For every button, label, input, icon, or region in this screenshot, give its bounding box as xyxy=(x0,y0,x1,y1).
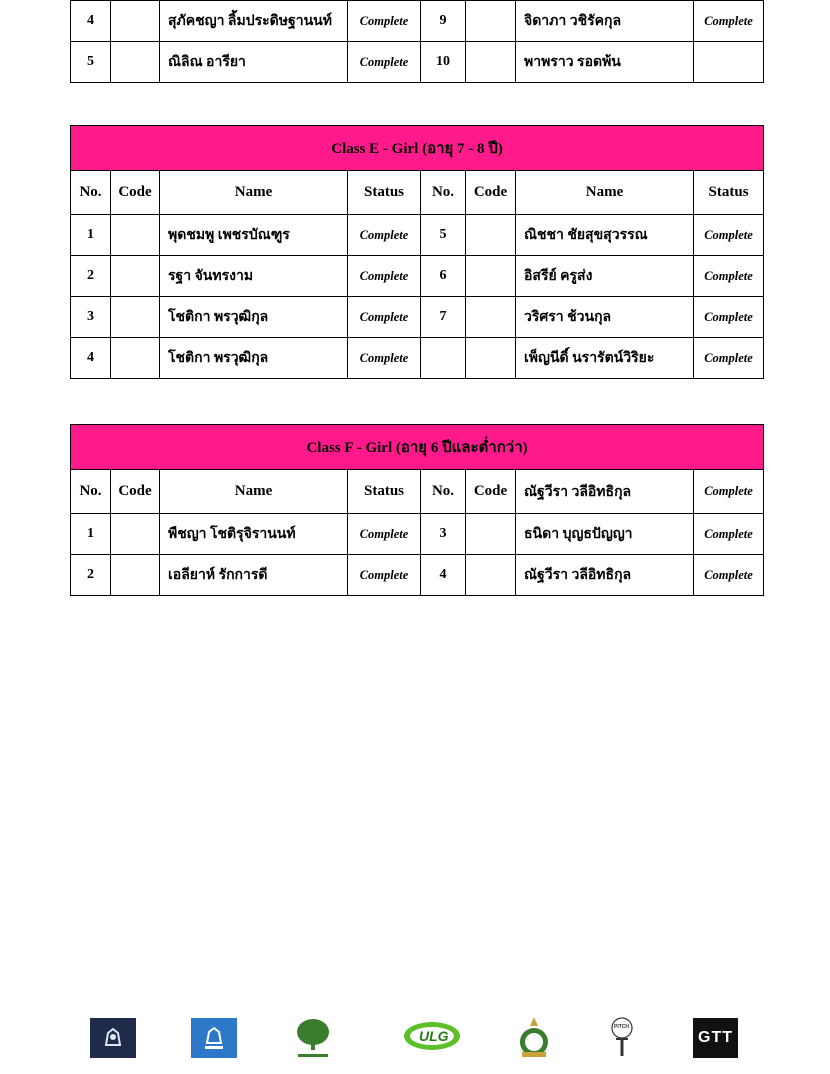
player-code xyxy=(111,555,160,596)
ulg-logo xyxy=(402,1018,462,1058)
player-no: 3 xyxy=(71,297,111,338)
col-code-header: Code xyxy=(111,171,160,215)
player-code xyxy=(466,215,516,256)
player-name: โชติกา พรวุฒิกุล xyxy=(160,297,348,338)
player-no: 10 xyxy=(421,42,466,83)
class-f-table xyxy=(70,424,764,596)
player-no: 4 xyxy=(421,555,466,596)
player-name: พืชญา โชติรุจิรานนท์ xyxy=(160,514,348,555)
player-name: เอลียาห์ รักการดี xyxy=(160,555,348,596)
player-status: Complete xyxy=(694,555,764,596)
player-name: จิดาภา วชิรัคกุล xyxy=(516,1,694,42)
player-no: 1 xyxy=(71,215,111,256)
sponsor-logos xyxy=(0,1014,830,1064)
player-status: Complete xyxy=(694,215,764,256)
player-no: 7 xyxy=(421,297,466,338)
player-status: Complete xyxy=(348,215,421,256)
class-e-title-row xyxy=(71,126,764,171)
col-status-header: Status xyxy=(348,470,421,514)
player-code xyxy=(466,514,516,555)
tree-icon xyxy=(290,1014,336,1062)
table-row xyxy=(71,1,764,42)
player-code xyxy=(466,42,516,83)
player-name: อิสรีย์ ครูส่ง xyxy=(516,256,694,297)
table-row xyxy=(71,42,764,83)
col-name-header: Name xyxy=(160,470,348,514)
crest-icon xyxy=(512,1014,556,1062)
class-f-title: Class F - Girl (อายุ 6 ปีและต่ำกว่า) xyxy=(71,425,764,470)
club-crest-logo xyxy=(512,1014,556,1062)
player-name: ณิลิณ อารียา xyxy=(160,42,348,83)
player-status xyxy=(694,42,764,83)
player-name: โชติกา พรวุฒิกุล xyxy=(160,338,348,379)
pitch-text: PITCH xyxy=(614,1024,629,1030)
player-code xyxy=(466,338,516,379)
player-no: 1 xyxy=(71,514,111,555)
player-name: พาพราว รอดพ้น xyxy=(516,42,694,83)
col-no-header: No. xyxy=(71,470,111,514)
player-code xyxy=(111,42,160,83)
player-no: 4 xyxy=(71,1,111,42)
player-no: 2 xyxy=(71,555,111,596)
header-extra-name: ณัฐวีรา วลีอิทธิกุล xyxy=(516,470,694,514)
col-code-header: Code xyxy=(466,171,516,215)
col-name-header: Name xyxy=(516,171,694,215)
player-status: Complete xyxy=(694,256,764,297)
player-name: ณิชชา ชัยสุขสุวรรณ xyxy=(516,215,694,256)
gtt-logo xyxy=(693,1018,738,1058)
player-name: สุภัคชญา ลิ้มประดิษฐานนท์ xyxy=(160,1,348,42)
table-row xyxy=(71,514,764,555)
col-no-header: No. xyxy=(421,470,466,514)
player-no: 6 xyxy=(421,256,466,297)
lion-icon xyxy=(199,1023,229,1053)
player-status: Complete xyxy=(694,1,764,42)
col-no-header: No. xyxy=(421,171,466,215)
player-status: Complete xyxy=(348,338,421,379)
class-d-table-continued xyxy=(70,0,764,83)
player-code xyxy=(466,1,516,42)
class-e-header-row xyxy=(71,171,764,215)
player-no: 9 xyxy=(421,1,466,42)
player-status: Complete xyxy=(348,1,421,42)
ulg-text: ULG xyxy=(419,1028,449,1044)
player-code xyxy=(111,1,160,42)
lion-icon xyxy=(98,1023,128,1053)
table-row xyxy=(71,338,764,379)
player-status: Complete xyxy=(348,514,421,555)
player-no: 4 xyxy=(71,338,111,379)
player-code xyxy=(466,555,516,596)
player-no: 5 xyxy=(421,215,466,256)
col-code-header: Code xyxy=(111,470,160,514)
player-code xyxy=(111,215,160,256)
player-name: เพ็ญนีดิ์ นรารัตน์วิริยะ xyxy=(516,338,694,379)
singha-water-logo xyxy=(191,1018,237,1058)
player-code xyxy=(466,256,516,297)
royal-hua-hin-golf-logo xyxy=(290,1014,336,1062)
singha-corporation-logo xyxy=(90,1018,136,1058)
player-status: Complete xyxy=(348,42,421,83)
class-f-title-row xyxy=(71,425,764,470)
player-status: Complete xyxy=(348,256,421,297)
player-no: 3 xyxy=(421,514,466,555)
pitch-logo xyxy=(605,1016,639,1060)
class-e-table xyxy=(70,125,764,379)
player-status: Complete xyxy=(694,514,764,555)
player-no xyxy=(421,338,466,379)
col-no-header: No. xyxy=(71,171,111,215)
col-code-header: Code xyxy=(466,470,516,514)
header-extra-status: Complete xyxy=(694,470,764,514)
player-name: รฐา จันทรงาม xyxy=(160,256,348,297)
table-row xyxy=(71,555,764,596)
player-name: พุดชมพู เพชรบัณฑูร xyxy=(160,215,348,256)
gtt-text: GTT xyxy=(698,1029,733,1046)
col-name-header: Name xyxy=(160,171,348,215)
player-name: วริศรา ช้วนกุล xyxy=(516,297,694,338)
player-status: Complete xyxy=(694,297,764,338)
player-name: ธนิดา บุญธปัญญา xyxy=(516,514,694,555)
class-f-header-row xyxy=(71,470,764,514)
player-name: ณัฐวีรา วลีอิทธิกุล xyxy=(516,555,694,596)
col-status-header: Status xyxy=(694,171,764,215)
player-status: Complete xyxy=(694,338,764,379)
player-code xyxy=(111,297,160,338)
player-code xyxy=(111,256,160,297)
player-no: 5 xyxy=(71,42,111,83)
col-status-header: Status xyxy=(348,171,421,215)
player-status: Complete xyxy=(348,297,421,338)
player-status: Complete xyxy=(348,555,421,596)
golf-tee-icon xyxy=(605,1016,639,1060)
player-code xyxy=(111,338,160,379)
table-row xyxy=(71,215,764,256)
player-code xyxy=(466,297,516,338)
table-row xyxy=(71,256,764,297)
player-code xyxy=(111,514,160,555)
player-no: 2 xyxy=(71,256,111,297)
class-e-title: Class E - Girl (อายุ 7 - 8 ปี) xyxy=(71,126,764,171)
table-row xyxy=(71,297,764,338)
